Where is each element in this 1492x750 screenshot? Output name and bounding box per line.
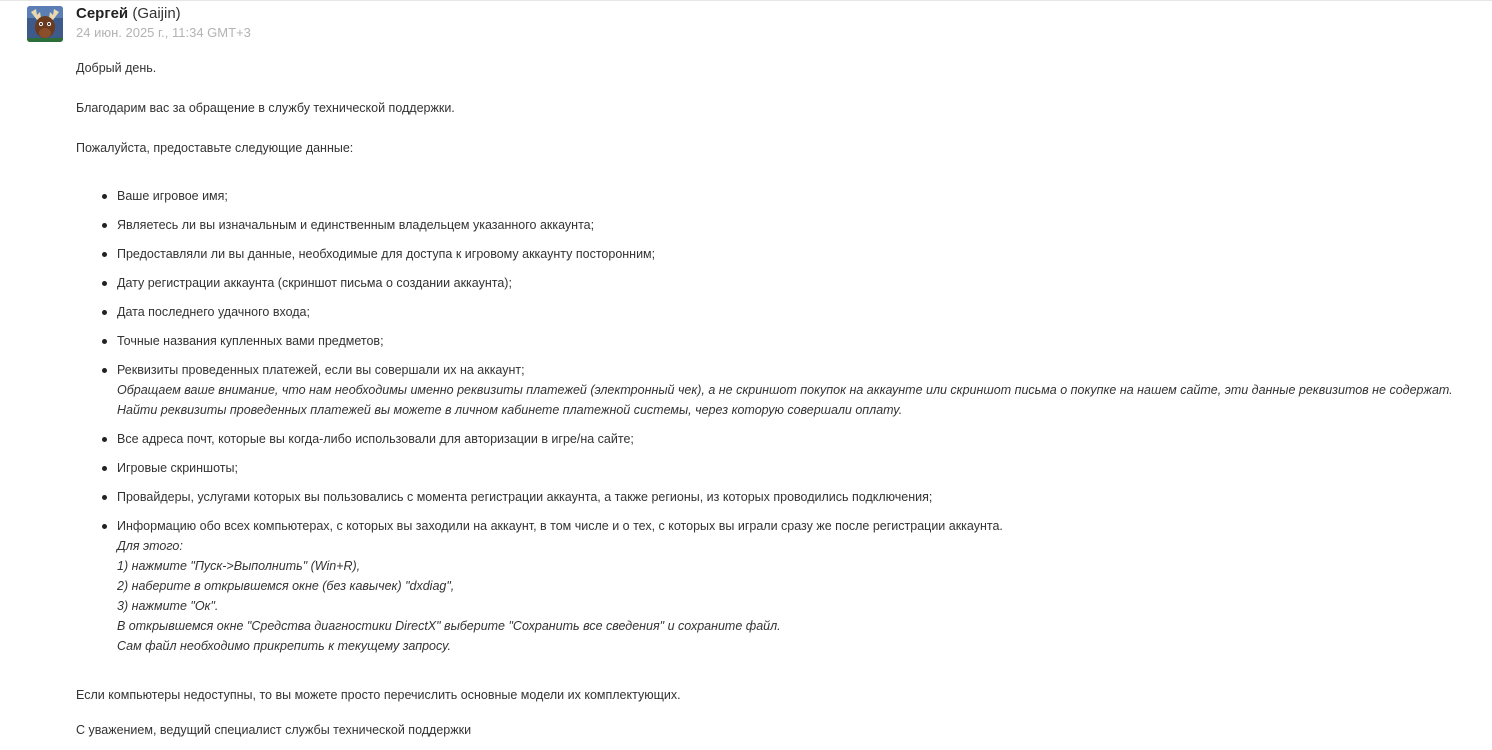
list-item: Являетесь ли вы изначальным и единственным владельцем указанного аккаунта; bbox=[76, 215, 1486, 235]
list-item: Дата последнего удачного входа; bbox=[76, 302, 1486, 322]
dxdiag-note-line: Сам файл необходимо прикрепить к текущему запросу. bbox=[117, 639, 451, 653]
thanks-text: Благодарим вас за обращение в службу технической поддержки. bbox=[76, 101, 455, 115]
requirements-list bbox=[76, 186, 1486, 665]
alternative-text: Если компьютеры недоступны, то вы можете просто перечислить основные модели их комплектующих. bbox=[76, 688, 681, 702]
list-item: Ваше игровое имя; bbox=[76, 186, 1486, 206]
list-item: Информацию обо всех компьютерах, с которых вы заходили на аккаунт, в том числе и о тех, с которых вы играли сразу же после регистрации аккаунта. Для этого: 1) нажмите "Пуск->Выполнить" (Win+R), 2) наберите в открывшемся окне (без кавычек) "dxdiag", 3) нажмите "Ок". В открывшемся окне "Средства диагностики DirectX" выберите "Сохранить все сведения" и сохраните файл. Сам файл необходимо прикрепить к текущему запросу. bbox=[76, 516, 1486, 656]
message-header bbox=[76, 5, 251, 42]
author-name[interactable]: Сергей bbox=[76, 5, 129, 22]
list-item: Игровые скриншоты; bbox=[76, 458, 1486, 478]
dxdiag-note-line: 1) нажмите "Пуск->Выполнить" (Win+R), bbox=[117, 559, 361, 573]
greeting: Добрый день. bbox=[76, 61, 157, 75]
payment-note: Обращаем ваше внимание, что нам необходимы именно реквизиты платежей (электронный чек), а не скриншот покупок на аккаунте или скриншот письма о покупке на нашем сайте, эти данные реквизитов не содержат. Найти реквизиты проведенных платежей вы можете в личном кабинете платежной системы, через которую совершали оплату. bbox=[117, 383, 1453, 417]
author bbox=[76, 5, 251, 23]
dxdiag-note-line: Для этого: bbox=[117, 539, 183, 553]
list-item: Провайдеры, услугами которых вы пользовались с момента регистрации аккаунта, а также регионы, из которых проводились подключения; bbox=[76, 487, 1486, 507]
list-item: Предоставляли ли вы данные, необходимые для доступа к игровому аккаунту посторонним; bbox=[76, 244, 1486, 264]
moose-avatar-icon bbox=[27, 6, 63, 42]
dxdiag-note-line: 2) наберите в открывшемся окне (без кавычек) "dxdiag", bbox=[117, 579, 455, 593]
list-item: Реквизиты проведенных платежей, если вы совершали их на аккаунт; Обращаем ваше внимание, что нам необходимы именно реквизиты платежей (электронный чек), а не скриншот покупок на аккаунте или скриншот письма о покупке на нашем сайте, эти данные реквизитов не содержат. Найти реквизиты проведенных платежей вы можете в личном кабинете платежной системы, через которую совершали оплату. bbox=[76, 360, 1486, 420]
top-divider bbox=[0, 0, 1492, 1]
message-date: 24 июн. 2025 г., 11:34 GMT+3 bbox=[76, 25, 251, 40]
list-item: Все адреса почт, которые вы когда-либо использовали для авторизации в игре/на сайте; bbox=[76, 429, 1486, 449]
dxdiag-note-line: В открывшемся окне "Средства диагностики DirectX" выберите "Сохранить все сведения" и сохраните файл. bbox=[117, 619, 781, 633]
request-intro: Пожалуйста, предоставьте следующие данные: bbox=[76, 141, 354, 155]
signature: С уважением, ведущий специалист службы технической поддержки bbox=[76, 723, 472, 737]
list-item: Дату регистрации аккаунта (скриншот письма о создании аккаунта); bbox=[76, 273, 1486, 293]
author-org: (Gaijin) bbox=[132, 5, 181, 22]
avatar[interactable] bbox=[27, 6, 63, 42]
dxdiag-note-line: 3) нажмите "Ок". bbox=[117, 599, 219, 613]
list-item: Точные названия купленных вами предметов; bbox=[76, 331, 1486, 351]
